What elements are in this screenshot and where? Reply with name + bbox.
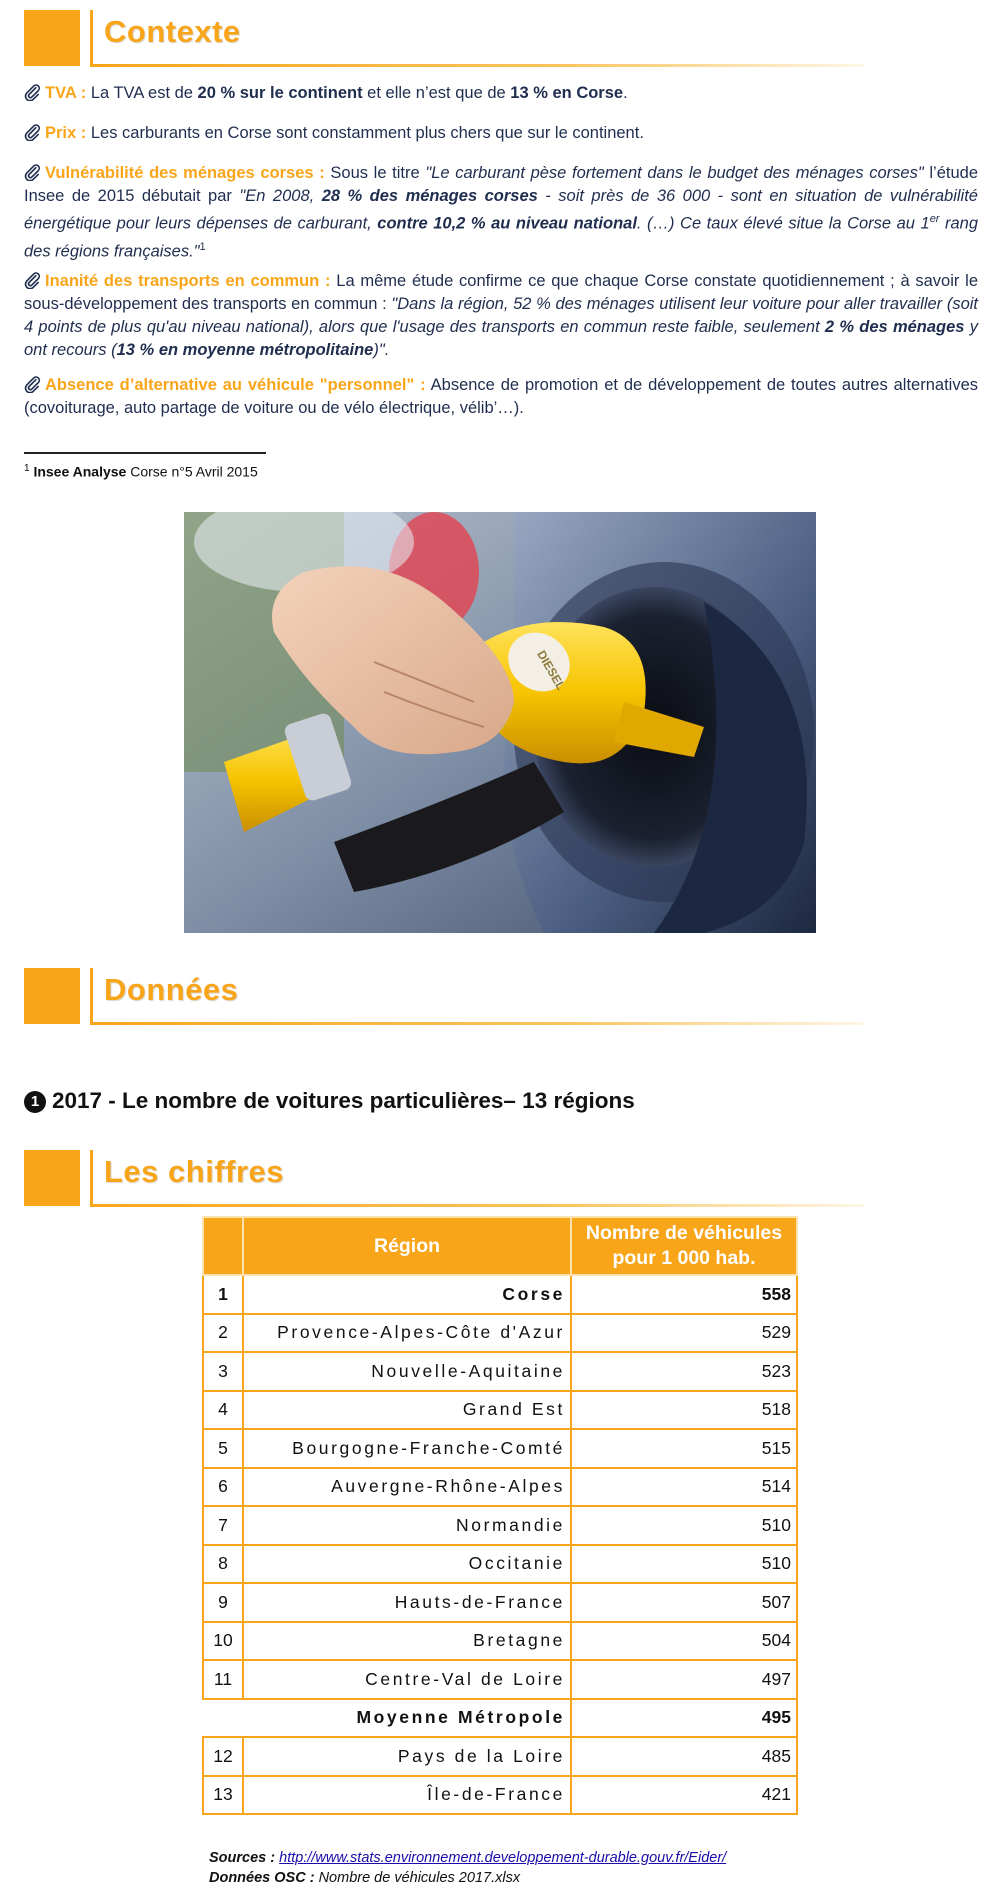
bold-italic-text: 2 % des ménages <box>824 318 965 336</box>
text: La même étude confirme ce que chaque Corse constate quotidiennement ; à savoir le sous-développement des transports en commun : <box>24 272 978 313</box>
rank-cell: 13 <box>203 1776 243 1815</box>
paperclip-icon <box>24 375 41 393</box>
section-divider <box>90 10 93 66</box>
bold-italic-text: 13 % en moyenne métropolitaine <box>116 341 374 359</box>
italic-text: "Le carburant pèse fortement dans le budget des ménages corses" <box>425 164 924 182</box>
subheading-vehicles-2017 <box>24 1088 635 1114</box>
subheading-text: 2017 - Le nombre de voitures particulières– 13 régions <box>52 1088 635 1113</box>
region-cell: Provence-Alpes-Côte d'Azur <box>243 1314 571 1353</box>
bold-text: 20 % sur le continent <box>197 84 363 102</box>
text: Absence de promotion et de développement de toutes autres alternatives (covoiturage, auto partage de voiture ou de vélo électrique, vélib’…). <box>24 376 978 417</box>
paperclip-icon <box>24 83 41 101</box>
rank-cell: 5 <box>203 1429 243 1468</box>
section-underline <box>90 1022 864 1025</box>
table-row-average <box>203 1699 797 1738</box>
sources-note <box>209 1848 726 1888</box>
data-file-name: Nombre de véhicules 2017.xlsx <box>314 1870 521 1886</box>
region-cell: Grand Est <box>243 1391 571 1430</box>
text: La TVA est de <box>86 84 198 102</box>
fuel-nozzle-photo <box>184 512 816 933</box>
footnote-number: 1 <box>24 463 30 474</box>
region-cell: Corse <box>243 1275 571 1314</box>
region-cell: Normandie <box>243 1506 571 1545</box>
italic-text: . (…) Ce taux élevé situe la Corse au 1 <box>636 214 930 233</box>
region-cell: Hauts-de-France <box>243 1583 571 1622</box>
table-row <box>203 1737 797 1776</box>
rank-cell: 11 <box>203 1660 243 1699</box>
value-cell: 485 <box>571 1737 797 1776</box>
value-cell: 523 <box>571 1352 797 1391</box>
region-cell: Occitanie <box>243 1545 571 1584</box>
value-cell: 495 <box>571 1699 797 1738</box>
rank-cell: 6 <box>203 1468 243 1507</box>
value-cell: 510 <box>571 1545 797 1584</box>
table-row <box>203 1275 797 1314</box>
italic-text: "En 2008, <box>239 187 322 205</box>
section-square <box>24 1150 80 1206</box>
rank-cell: 12 <box>203 1737 243 1776</box>
table-row <box>203 1506 797 1545</box>
sources-label: Sources : <box>209 1850 276 1866</box>
fuel-nozzle-illustration <box>184 512 816 933</box>
table-row <box>203 1429 797 1468</box>
table-row <box>203 1776 797 1815</box>
italic-text: )". <box>373 341 390 359</box>
sources-line <box>209 1848 726 1868</box>
region-cell: Île-de-France <box>243 1776 571 1815</box>
table-row <box>203 1468 797 1507</box>
region-cell: Pays de la Loire <box>243 1737 571 1776</box>
italic-text: rang des régions françaises." <box>24 214 979 260</box>
paragraph-label: Vulnérabilité des ménages corses : <box>45 164 325 182</box>
section-header-donnees <box>24 968 844 1026</box>
italic-text: - soit près de 36 000 - sont en situation de vulnérabilité énergétique pour leurs dépenses de carburant, <box>24 187 978 233</box>
column-header-region: Région <box>243 1217 571 1275</box>
region-cell: Moyenne Métropole <box>356 1707 565 1728</box>
value-cell: 504 <box>571 1622 797 1661</box>
value-cell: 515 <box>571 1429 797 1468</box>
table-body <box>203 1275 797 1814</box>
rank-cell: 9 <box>203 1583 243 1622</box>
data-file-label: Données OSC : <box>209 1870 315 1886</box>
table-row <box>203 1314 797 1353</box>
value-cell: 507 <box>571 1583 797 1622</box>
paragraph-label: Prix : <box>45 124 87 142</box>
column-header-vehicles: Nombre de véhicules pour 1 000 hab. <box>571 1217 797 1275</box>
paperclip-icon <box>24 163 41 181</box>
vehicles-per-region-table <box>202 1216 798 1815</box>
region-cell: Bourgogne-Franche-Comté <box>243 1429 571 1468</box>
rank-cell: 3 <box>203 1352 243 1391</box>
nozzle-label: DIESEL <box>534 647 569 693</box>
table-row <box>203 1352 797 1391</box>
paragraph-alternative <box>24 374 978 420</box>
table-row <box>203 1583 797 1622</box>
paragraph-label: Absence d’alternative au véhicule "personnel" : <box>45 376 426 394</box>
rank-cell: 10 <box>203 1622 243 1661</box>
section-header-contexte <box>24 10 844 68</box>
sources-link[interactable]: http://www.stats.environnement.developpement-durable.gouv.fr/Eider/ <box>279 1850 727 1866</box>
text: l’étude Insee de 2015 débutait par <box>24 164 979 205</box>
section-divider <box>90 1150 93 1206</box>
section-underline <box>90 1204 864 1207</box>
section-title: Contexte <box>104 14 241 49</box>
footnote <box>24 463 258 480</box>
rank-cell: 7 <box>203 1506 243 1545</box>
section-square <box>24 968 80 1024</box>
value-cell: 518 <box>571 1391 797 1430</box>
section-title: Les chiffres <box>104 1154 285 1189</box>
table-row <box>203 1391 797 1430</box>
section-square <box>24 10 80 66</box>
region-cell: Auvergne-Rhône-Alpes <box>243 1468 571 1507</box>
table-row <box>203 1545 797 1584</box>
table-header-row <box>203 1217 797 1275</box>
bold-text: 13 % en Corse <box>510 84 624 102</box>
footnote-separator <box>24 452 266 454</box>
text: Les carburants en Corse sont constamment plus chers que sur le continent. <box>86 124 644 142</box>
region-cell: Bretagne <box>243 1622 571 1661</box>
superscript: er <box>929 213 940 225</box>
bold-italic-text: 28 % des ménages corses <box>321 187 538 205</box>
bold-italic-text: contre 10,2 % au niveau national <box>377 214 637 233</box>
paragraph-prix <box>24 122 978 145</box>
value-cell: 558 <box>571 1275 797 1314</box>
section-header-chiffres <box>24 1150 844 1208</box>
text: . <box>623 84 628 102</box>
footnote-source: Insee Analyse <box>33 463 127 480</box>
table-row <box>203 1622 797 1661</box>
value-cell: 497 <box>571 1660 797 1699</box>
paragraph-label: TVA : <box>45 84 87 102</box>
number-badge: 1 <box>24 1091 46 1113</box>
text: Sous le titre <box>324 164 426 182</box>
section-title: Données <box>104 972 239 1007</box>
italic-text: y ont recours ( <box>24 318 978 359</box>
rank-cell: 8 <box>203 1545 243 1584</box>
rank-cell: 1 <box>203 1275 243 1314</box>
value-cell: 529 <box>571 1314 797 1353</box>
italic-text: "Dans la région, 52 % des ménages utilisent leur voiture pour aller travailler (soit 4 points de plus qu'au niveau national), alors que l'usage des transports en commun reste faible, seulement <box>24 295 978 336</box>
data-file-line <box>209 1868 726 1888</box>
paragraph-transports <box>24 270 978 362</box>
value-cell: 421 <box>571 1776 797 1815</box>
rank-cell: 4 <box>203 1391 243 1430</box>
rank-cell: 2 <box>203 1314 243 1353</box>
table-row <box>203 1660 797 1699</box>
paragraph-label: Inanité des transports en commun : <box>45 272 331 290</box>
section-divider <box>90 968 93 1024</box>
paperclip-icon <box>24 123 41 141</box>
footnote-reference[interactable]: 1 <box>199 240 206 253</box>
paperclip-icon <box>24 271 41 289</box>
section-underline <box>90 64 864 67</box>
region-cell: Centre-Val de Loire <box>243 1660 571 1699</box>
paragraph-tva <box>24 82 978 105</box>
region-cell: Nouvelle-Aquitaine <box>243 1352 571 1391</box>
column-header-rank <box>203 1217 243 1275</box>
value-cell: 510 <box>571 1506 797 1545</box>
value-cell: 514 <box>571 1468 797 1507</box>
rank-cell <box>203 1699 243 1738</box>
paragraph-vulnerabilite <box>24 162 978 263</box>
footnote-text: Corse n°5 Avril 2015 <box>126 463 258 480</box>
text: et elle n’est que de <box>362 84 511 102</box>
